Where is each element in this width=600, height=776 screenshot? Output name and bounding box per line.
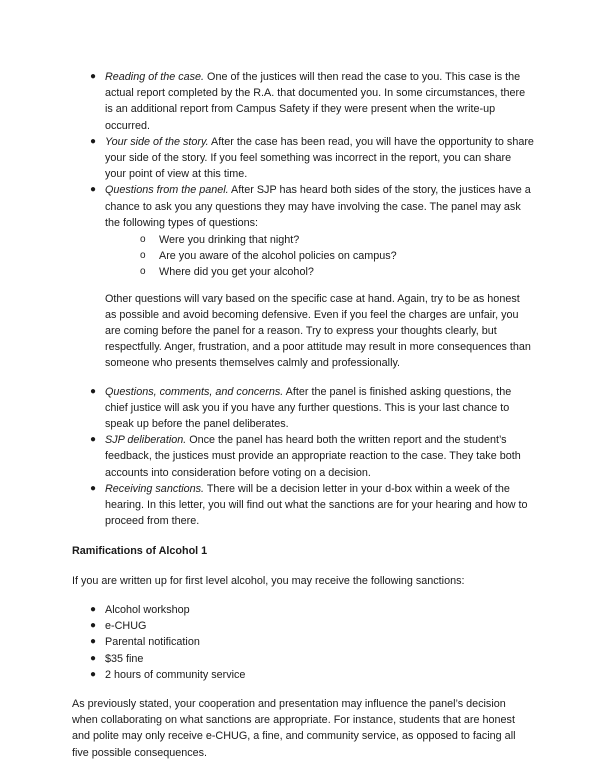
list-item [105,264,534,280]
circle-bullet-icon: o [140,250,146,262]
step-term: Receiving sanctions. [105,482,205,495]
step-term: Questions from the panel. [105,184,229,197]
hearing-steps-list [72,69,534,281]
panel-note-paragraph: Other questions will vary based on the specific case at hand. Again, try to be as honest as possible and avoid becoming defensive. Even if you feel the charges are unfair, you are coming before the panel for a reason. Try to express your thoughts clearly, but respectfully. Anger, frustration, and a poor attitude may result in more consequences than someone who presents themselves calmly and professionally. [105,292,531,370]
question-text: Were you drinking that night? [159,234,300,247]
bullet-icon: ● [90,71,97,82]
list-item [72,634,534,650]
bullet-icon: ● [90,603,97,615]
list-item [72,182,534,280]
sanctions-intro: If you are written up for first level alcohol, you may receive the following sanctions: [72,574,465,587]
sanctions-list [72,602,534,683]
list-item [72,481,534,530]
step-text: After SJP has heard both sides of the story, the justices have a chance to ask you any questions they may have involving the case. The panel may ask the following types of questions: [105,184,531,229]
bullet-icon: ● [90,434,97,446]
bullet-icon: ● [90,652,97,664]
bullet-icon: ● [90,184,97,196]
question-text: Are you aware of the alcohol policies on campus? [159,250,397,263]
step-text: After the panel is finished asking questions, the chief justice will ask you if you have any further questions. This is your last chance to speak up before the panel deliberates. [105,385,512,431]
circle-bullet-icon: o [140,234,146,246]
bullet-icon: ● [90,135,97,147]
list-item [72,69,534,134]
list-item [72,651,534,667]
list-item [105,248,534,264]
list-item [72,384,534,433]
list-item [72,618,534,634]
sanction-text: 2 hours of community service [105,668,246,681]
list-item [105,232,534,248]
bullet-icon: ● [90,620,97,632]
hearing-steps-list-continued [72,384,534,530]
sanction-text: e-CHUG [105,620,147,633]
list-item [72,602,534,618]
bullet-icon: ● [90,482,97,494]
page-content [72,69,534,761]
sanction-text: Alcohol workshop [105,603,190,616]
circle-bullet-icon: o [140,266,146,278]
step-text: Once the panel has heard both the written report and the student’s feedback, the justices must provide an appropriate reaction to the case. They take both accounts into consideration before voting on a decision. [105,434,521,479]
list-item [72,432,534,481]
step-text: After the case has been read, you will have the opportunity to share your side of the story. If you feel something was incorrect in the report, you can share your point of view at this time. [105,135,534,181]
bullet-icon: ● [90,668,97,680]
list-item [72,134,534,183]
step-text: One of the justices will then read the case to you. This case is the actual report completed by the R.A. that documented you. In some circumstances, there is an additional report from Campus Safety if they were present when the write-up occurred. [105,71,526,132]
step-term: Your side of the story. [105,135,209,148]
step-term: SJP deliberation. [105,434,187,447]
step-text: There will be a decision letter in your d-box within a week of the hearing. In this letter, you will find out what the sanctions are for your hearing and how to proceed from there. [105,482,528,528]
sanction-text: Parental notification [105,636,200,649]
question-text: Where did you get your alcohol? [159,266,314,279]
sample-questions-list [105,232,534,281]
step-term: Reading of the case. [105,71,205,83]
bullet-icon: ● [90,636,97,648]
closing-paragraph: As previously stated, your cooperation and presentation may influence the panel’s decision when collaborating on what sanctions are appropriate. For instance, students that are honest and polite may only receive e-CHUG, a fine, and community service, as opposed to facing all five possible consequences. [72,697,516,759]
sanction-text: $35 fine [105,652,144,665]
step-term: Questions, comments, and concerns. [105,385,284,398]
section-heading: Ramifications of Alcohol 1 [72,545,208,558]
list-item [72,667,534,683]
bullet-icon: ● [90,385,97,397]
